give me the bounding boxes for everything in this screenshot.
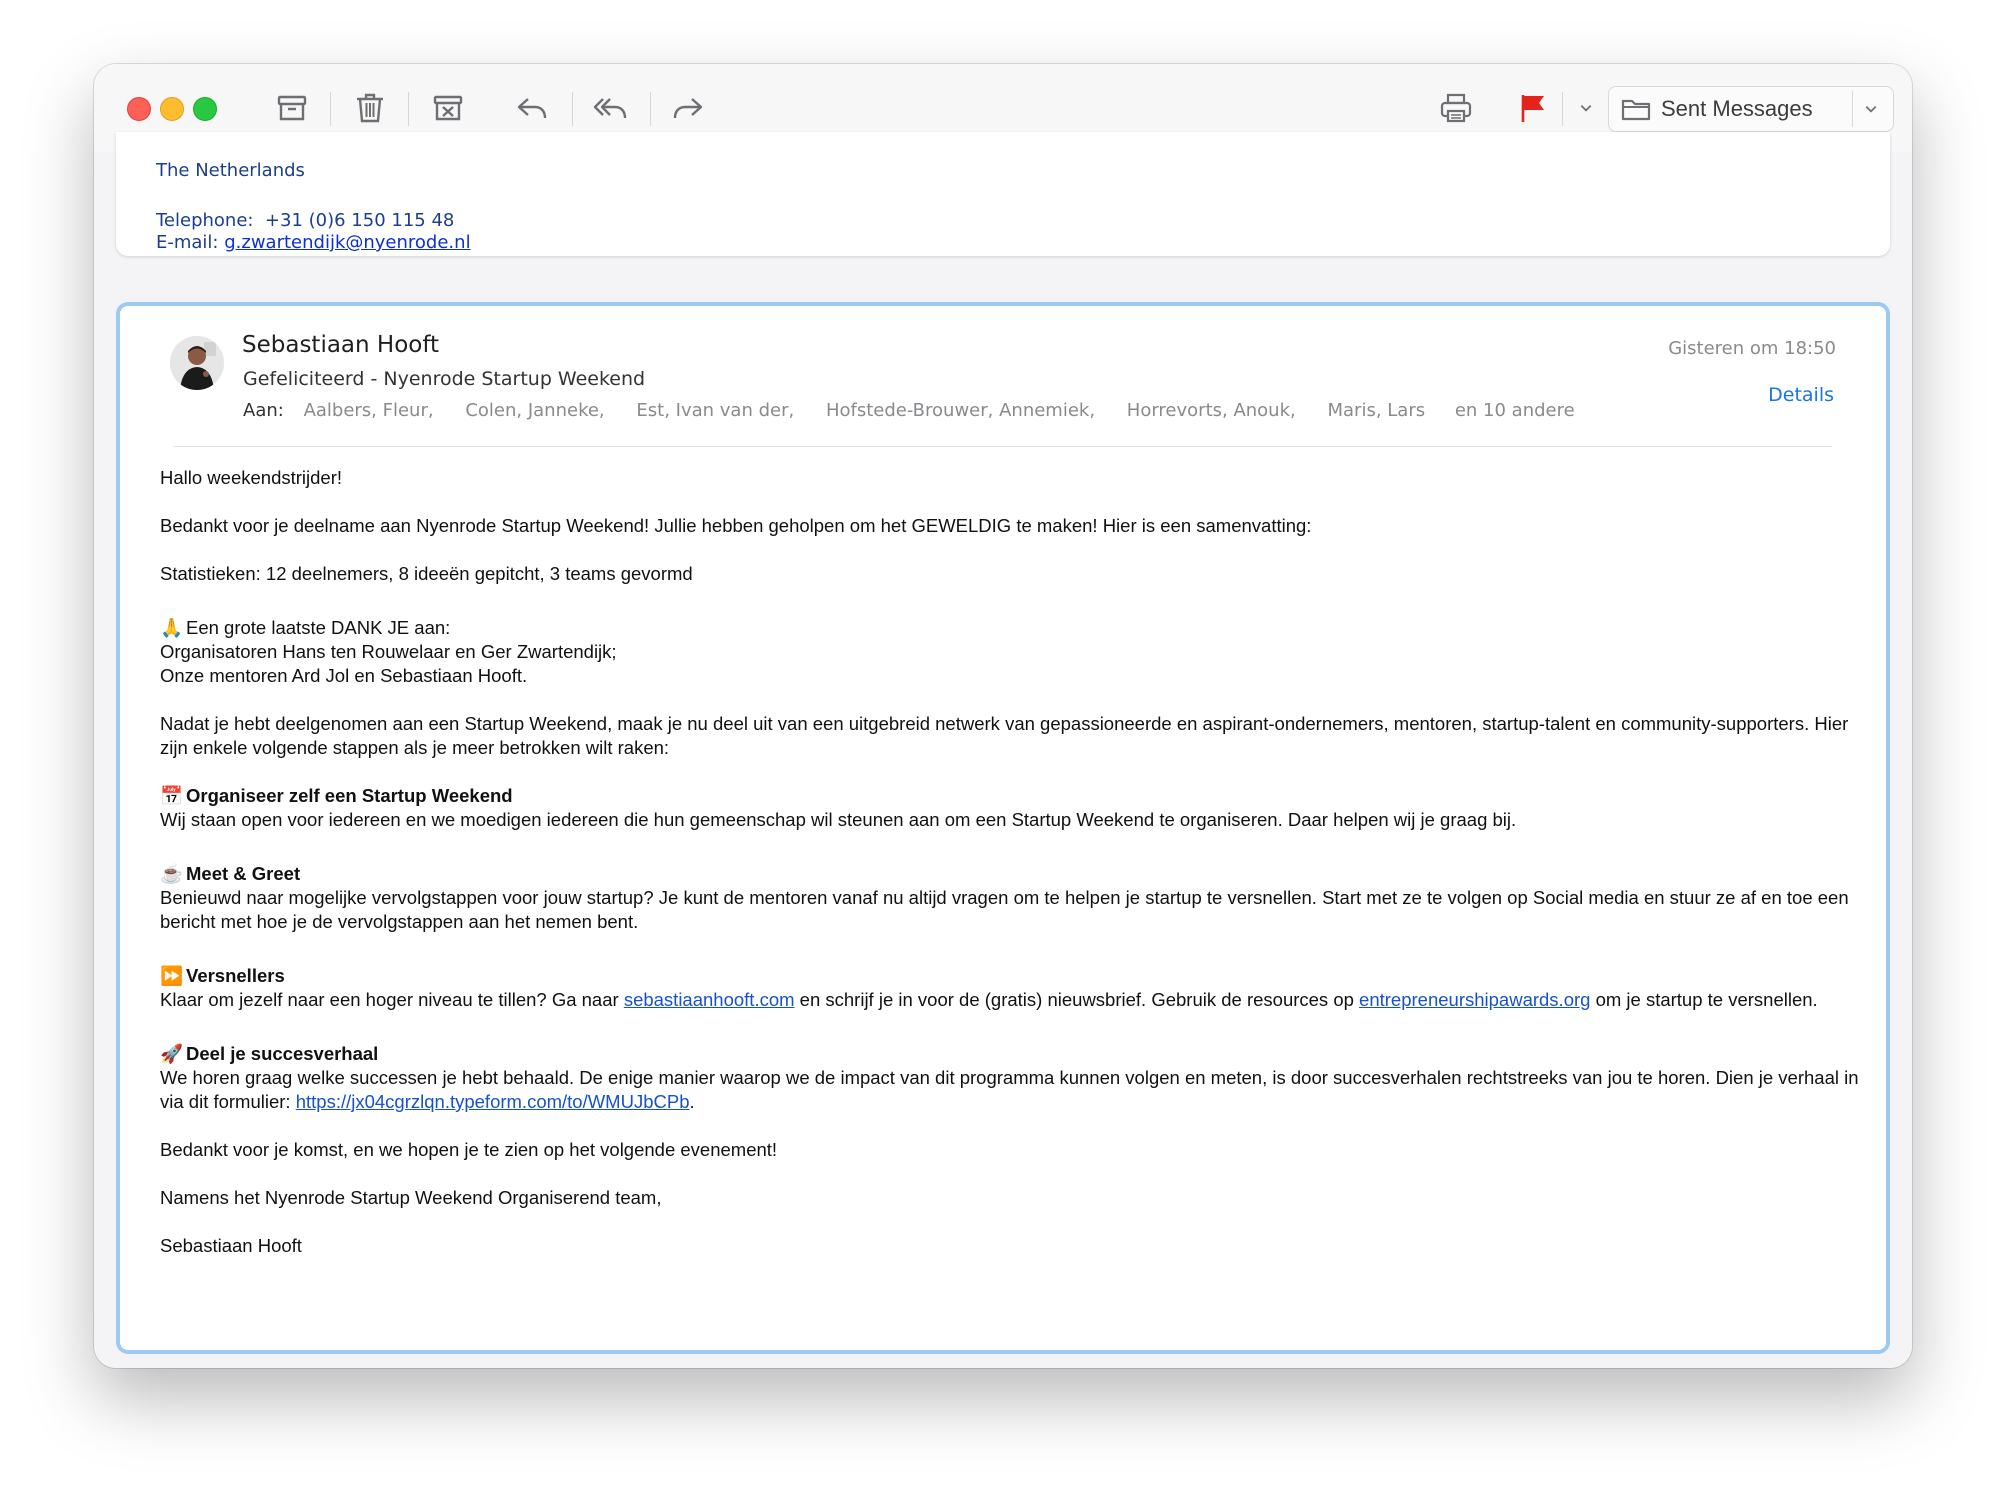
section-title-organise: 📅 Organiseer zelf een Startup Weekend [160, 785, 513, 806]
junk-button[interactable] [422, 82, 474, 134]
message-viewer [94, 152, 1912, 1368]
recipient[interactable]: Est, Ivan van der, [636, 400, 795, 421]
mail-window [94, 64, 1912, 1368]
recipient[interactable]: Maris, Lars [1327, 400, 1426, 421]
recipients-row [243, 400, 1575, 421]
greeting: Hallo weekendstrijder! [160, 467, 343, 488]
closing-paragraph: Bedankt voor je komst, en we hopen je te zien op het volgende evenement! [160, 1139, 778, 1160]
signature-country: The Netherlands [156, 160, 305, 181]
person-photo-icon [170, 336, 224, 390]
signature-email-line [156, 232, 471, 253]
details-link[interactable]: Details [1768, 384, 1834, 406]
sebastiaanhooft-link[interactable]: sebastiaanhooft.com [623, 989, 795, 1010]
minimize-window-button[interactable] [160, 97, 184, 121]
recipient[interactable]: Aalbers, Fleur, [303, 400, 434, 421]
section-title-success: 🚀 Deel je succesverhaal [160, 1043, 379, 1064]
mailbox-label: Sent Messages [1661, 96, 1813, 121]
folded-hands-icon: 🙏 [160, 617, 184, 638]
recipient[interactable]: Colen, Janneke, [465, 400, 605, 421]
folder-icon [1619, 92, 1653, 126]
stats-paragraph: Statistieken: 12 deelnemers, 8 ideeën gepitcht, 3 teams gevormd [160, 563, 693, 584]
previous-message-card [116, 132, 1890, 256]
printer-icon [1439, 91, 1473, 125]
message-card [116, 302, 1890, 1354]
signoff: Sebastiaan Hooft [160, 1235, 302, 1256]
message-subject: Gefeliciteerd - Nyenrode Startup Weekend [243, 368, 646, 390]
rocket-icon: 🚀 [160, 1043, 184, 1064]
section-text-accelerators: Klaar om jezelf naar een hoger niveau te tillen? Ga naar sebastiaanhooft.com en schrijf je in voor de (gratis) nieuwsbrief. Gebruik de resources op entrepreneurshipawards.org om je startup te versnellen. [160, 989, 1818, 1010]
flag-icon [1515, 91, 1549, 125]
fast-forward-icon: ⏩ [160, 965, 184, 986]
intro-paragraph: Bedankt voor je deelname aan Nyenrode Startup Weekend! Jullie hebben geholpen om het GEWELDIG te maken! Hier is een samenvatting: [160, 515, 1312, 536]
signature-email-link[interactable]: g.zwartendijk@nyenrode.nl [224, 232, 471, 253]
header-divider [174, 446, 1832, 447]
section-text-organise: Wij staan open voor iedereen en we moedigen iedereen die hun gemeenschap wil steunen aan om een Startup Weekend te organiseren. Daar helpen wij je graag bij. [160, 809, 1517, 830]
archive-icon [275, 91, 309, 125]
print-button[interactable] [1430, 82, 1482, 134]
avatar[interactable] [170, 336, 224, 390]
entrepreneurshipawards-link[interactable]: entrepreneurshipawards.org [1359, 989, 1591, 1010]
to-label: Aan: [243, 400, 284, 421]
network-paragraph: Nadat je hebt deelgenomen aan een Startup Weekend, maak je nu deel uit van een uitgebreid netwerk van gepassioneerde en aspirant-ondernemers, mentoren, startup-talent en community-supporters. Hier zijn enkele volgende stappen als je meer betrokken wilt raken: [160, 713, 1849, 758]
section-text-success: We horen graag welke successen je hebt behaald. De enige manier waarop we de impact van dit programma kunnen volgen en meten, is door succesverhalen rechtstreeks van jou te horen. Dien je verhaal in via dit formulier: https://jx04cgrzlqn.typeform.com/to/WMUJbCPb. [160, 1067, 1859, 1112]
section-title-meet: ☕ Meet & Greet [160, 863, 301, 884]
thanks-title: 🙏 Een grote laatste DANK JE aan: [160, 617, 451, 638]
more-recipients[interactable]: en 10 andere [1454, 400, 1575, 421]
message-body [160, 466, 1860, 1258]
move-to-mailbox-button[interactable] [1608, 86, 1894, 132]
close-window-button[interactable] [127, 97, 151, 121]
signature-email-label: E-mail: [156, 232, 225, 253]
typeform-link[interactable]: https://jx04cgrzlqn.typeform.com/to/WMUJbCPb [295, 1091, 690, 1112]
sender-name[interactable]: Sebastiaan Hooft [242, 332, 440, 358]
flag-button[interactable] [1506, 82, 1558, 134]
calendar-icon: 📅 [160, 785, 184, 806]
junk-icon [431, 91, 465, 125]
reply-all-button[interactable] [584, 82, 636, 134]
reply-icon [515, 91, 549, 125]
section-title-accelerators: ⏩ Versnellers [160, 965, 285, 986]
forward-button[interactable] [662, 82, 714, 134]
chevron-down-icon [1576, 98, 1596, 118]
signature-telephone: Telephone: +31 (0)6 150 115 48 [156, 210, 455, 231]
flag-menu-button[interactable] [1566, 82, 1606, 134]
message-date: Gisteren om 18:50 [1668, 338, 1836, 359]
thanks-line: Onze mentoren Ard Jol en Sebastiaan Hooft. [160, 665, 528, 686]
recipient[interactable]: Hofstede-Brouwer, Annemiek, [825, 400, 1096, 421]
chevron-down-icon [1861, 99, 1881, 119]
coffee-icon: ☕ [160, 863, 184, 884]
thanks-line: Organisatoren Hans ten Rouwelaar en Ger Zwartendijk; [160, 641, 617, 662]
section-text-meet: Benieuwd naar mogelijke vervolgstappen voor jouw startup? Je kunt de mentoren vanaf nu altijd vragen om te helpen je startup te versnellen. Start met ze te volgen op Social media en stuur ze af en toe een bericht met hoe je de vervolgstappen aan het nemen bent. [160, 887, 1849, 932]
delete-button[interactable] [344, 82, 396, 134]
recipient[interactable]: Horrevorts, Anouk, [1126, 400, 1296, 421]
reply-all-icon [593, 91, 627, 125]
forward-icon [671, 91, 705, 125]
regards-paragraph: Namens het Nyenrode Startup Weekend Organiserend team, [160, 1187, 662, 1208]
reply-button[interactable] [506, 82, 558, 134]
archive-button[interactable] [266, 82, 318, 134]
trash-icon [353, 91, 387, 125]
zoom-window-button[interactable] [193, 97, 217, 121]
